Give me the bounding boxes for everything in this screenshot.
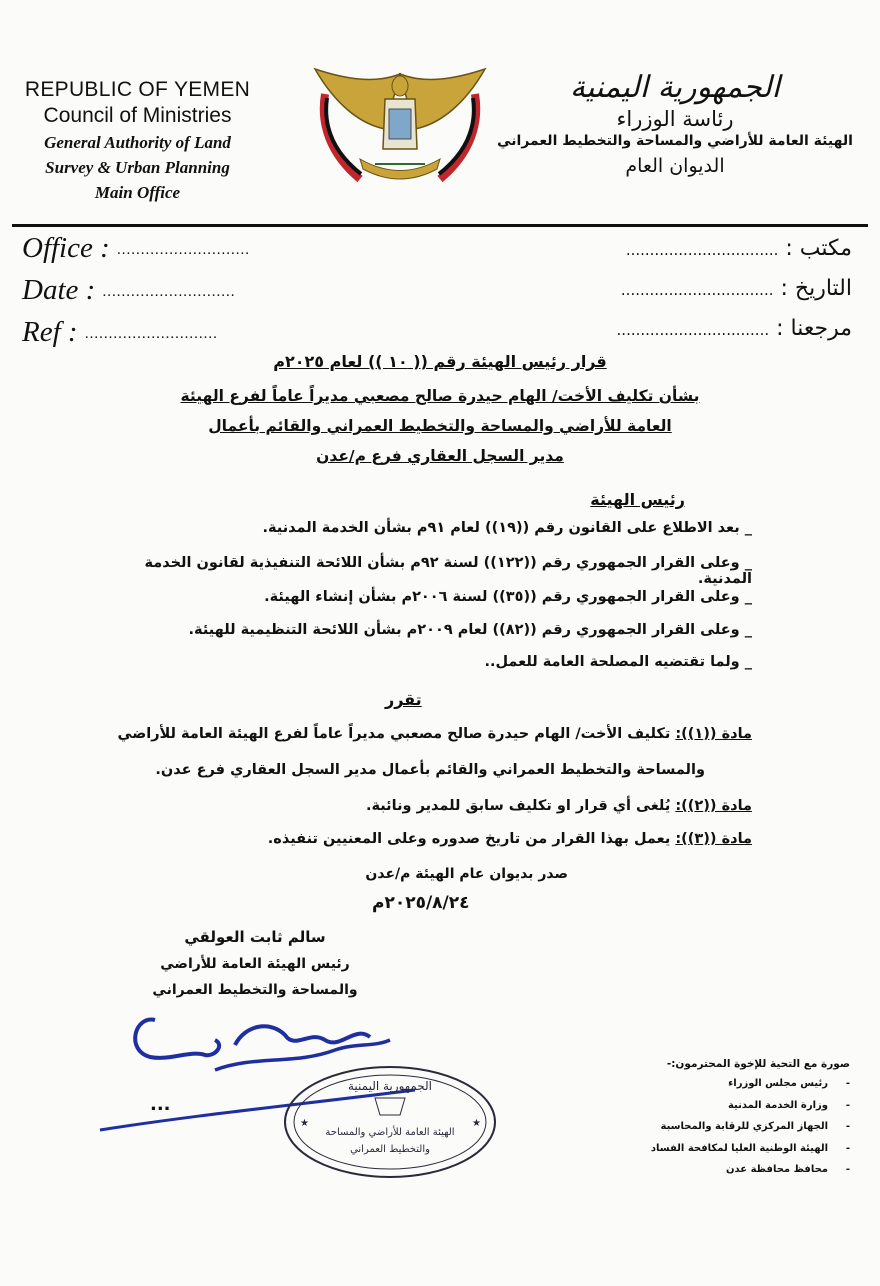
svg-text:★: ★ xyxy=(300,1118,309,1129)
official-stamp-icon xyxy=(275,1060,505,1185)
authority-name-ar: الهيئة العامة للأراضي والمساحة والتخطيط العمراني xyxy=(497,133,853,149)
ref-dots-en: ............................ xyxy=(84,325,218,342)
decision-subject-2: العامة للأراضي والمساحة والتخطيط العمراني والقائم بأعمال xyxy=(208,417,672,435)
office-dots-ar: ................................ xyxy=(625,241,779,259)
yemen-eagle-emblem-icon xyxy=(305,64,495,194)
authority-name-en-1: General Authority of Land xyxy=(44,133,231,152)
preamble-item: _ وعلى القرار الجمهوري رقم ((١٢٢)) لسنة ٩٢م بشأن اللائحة التنفيذية لقانون الخدمة المدنية. xyxy=(144,555,752,587)
decision-subject-3: مدير السجل العقاري فرع م/عدن xyxy=(316,447,564,465)
council-name-ar: رئاسة الوزراء xyxy=(616,107,734,131)
office-field-ar xyxy=(626,236,852,261)
decision-subject-1: بشأن تكليف الأخت/ الهام حيدرة صالح مصعبي مديراً عاماً لفرع الهيئة xyxy=(180,387,700,405)
cc-item: -محافظ محافظة عدن xyxy=(725,1164,850,1175)
signatory-name: سالم ثابت العولقي xyxy=(184,928,326,946)
ref-field-en xyxy=(22,316,218,349)
office-label-ar: مكتب : xyxy=(785,236,852,261)
date-field-en xyxy=(22,274,236,307)
date-field-ar xyxy=(621,276,852,301)
header-arabic xyxy=(490,70,860,177)
stamp-line-3: والتخطيط العمراني xyxy=(350,1144,430,1155)
article-1-text: تكليف الأخت/ الهام حيدرة صالح مصعبي مديراً عاماً لفرع الهيئة العامة للأراضي xyxy=(117,726,671,742)
decides-heading: تقرر xyxy=(385,690,422,709)
preamble-item: _ وعلى القرار الجمهوري رقم ((٣٥)) لسنة ٢٠٠٦م بشأن إنشاء الهيئة. xyxy=(264,589,752,605)
preamble-heading: رئيس الهيئة xyxy=(590,490,685,509)
council-name-en: Council of Ministries xyxy=(43,104,232,127)
country-name-en: REPUBLIC OF YEMEN xyxy=(24,78,251,101)
office-field-en xyxy=(22,232,250,265)
date-label-ar: التاريخ : xyxy=(780,276,852,301)
stamp-line-2: الهيئة العامة للأراضي والمساحة xyxy=(325,1127,455,1138)
date-dots-en: ............................ xyxy=(102,283,236,300)
ref-label-en: Ref : xyxy=(22,316,78,348)
svg-text:★: ★ xyxy=(472,1118,481,1129)
office-label-en: Office : xyxy=(22,232,110,264)
article-1-label: مادة ((١)): xyxy=(675,726,752,742)
date-label-en: Date : xyxy=(22,274,96,306)
article-1-continued: والمساحة والتخطيط العمراني والقائم بأعمال مدير السجل العقاري فرع عدن. xyxy=(155,762,705,778)
date-dots-ar: ................................ xyxy=(620,281,774,299)
article-3 xyxy=(12,831,752,847)
authority-name-en-2: Survey & Urban Planning xyxy=(45,158,230,177)
ref-field-ar xyxy=(617,316,852,341)
svg-text:...: ... xyxy=(150,1094,171,1115)
office-name-ar: الديوان العام xyxy=(625,155,725,177)
country-name-ar: الجمهورية اليمنية xyxy=(569,70,781,105)
signatory-block xyxy=(130,928,380,998)
decision-title: قرار رئيس الهيئة رقم (( ١٠ )) لعام ٢٠٢٥م xyxy=(273,352,607,371)
article-3-label: مادة ((٣)): xyxy=(675,831,752,847)
article-3-text: يعمل بهذا القرار من تاريخ صدوره وعلى المعنيين تنفيذه. xyxy=(267,831,671,847)
cc-item: -وزارة الخدمة المدنية xyxy=(727,1099,850,1111)
header-divider xyxy=(12,224,868,227)
cc-list xyxy=(590,1058,850,1186)
signatory-title-1: رئيس الهيئة العامة للأراضي xyxy=(160,956,350,972)
office-name-en: Main Office xyxy=(94,183,181,202)
stamp-line-1: الجمهورية اليمنية xyxy=(347,1079,433,1093)
preamble-item: _ وعلى القرار الجمهوري رقم ((٨٢)) لعام ٢٠٠٩م بشأن اللائحة التنظيمية للهيئة. xyxy=(188,622,752,638)
office-dots-en: ............................ xyxy=(117,241,251,258)
cc-title: صورة مع التحية للإخوة المحترمون:- xyxy=(666,1058,850,1070)
decision-title-block xyxy=(150,352,730,471)
article-2 xyxy=(12,798,752,814)
preamble-item: _ ولما تقتضيه المصلحة العامة للعمل.. xyxy=(484,654,752,670)
signatory-title-2: والمساحة والتخطيط العمراني xyxy=(152,982,358,998)
cc-item: -رئيس مجلس الوزراء xyxy=(728,1078,850,1089)
issued-date: ٢٠٢٥/٨/٢٤م xyxy=(372,893,470,913)
article-1 xyxy=(12,726,752,742)
ref-label-ar: مرجعنا : xyxy=(776,316,852,341)
cc-item: -الجهاز المركزي للرقابة والمحاسبة xyxy=(660,1121,850,1132)
header-english xyxy=(20,78,255,203)
issued-place: صدر بديوان عام الهيئة م/عدن xyxy=(365,866,568,882)
ref-dots-ar: ................................ xyxy=(616,321,770,339)
preamble-item: _ بعد الاطلاع على القانون رقم ((١٩)) لعام ٩١م بشأن الخدمة المدنية. xyxy=(262,520,752,536)
cc-item: -الهيئة الوطنية العليا لمكافحة الفساد xyxy=(650,1142,850,1154)
article-2-text: يُلغى أي قرار او تكليف سابق للمدير ونائبة. xyxy=(365,798,671,814)
article-2-label: مادة ((٢)): xyxy=(675,798,752,814)
